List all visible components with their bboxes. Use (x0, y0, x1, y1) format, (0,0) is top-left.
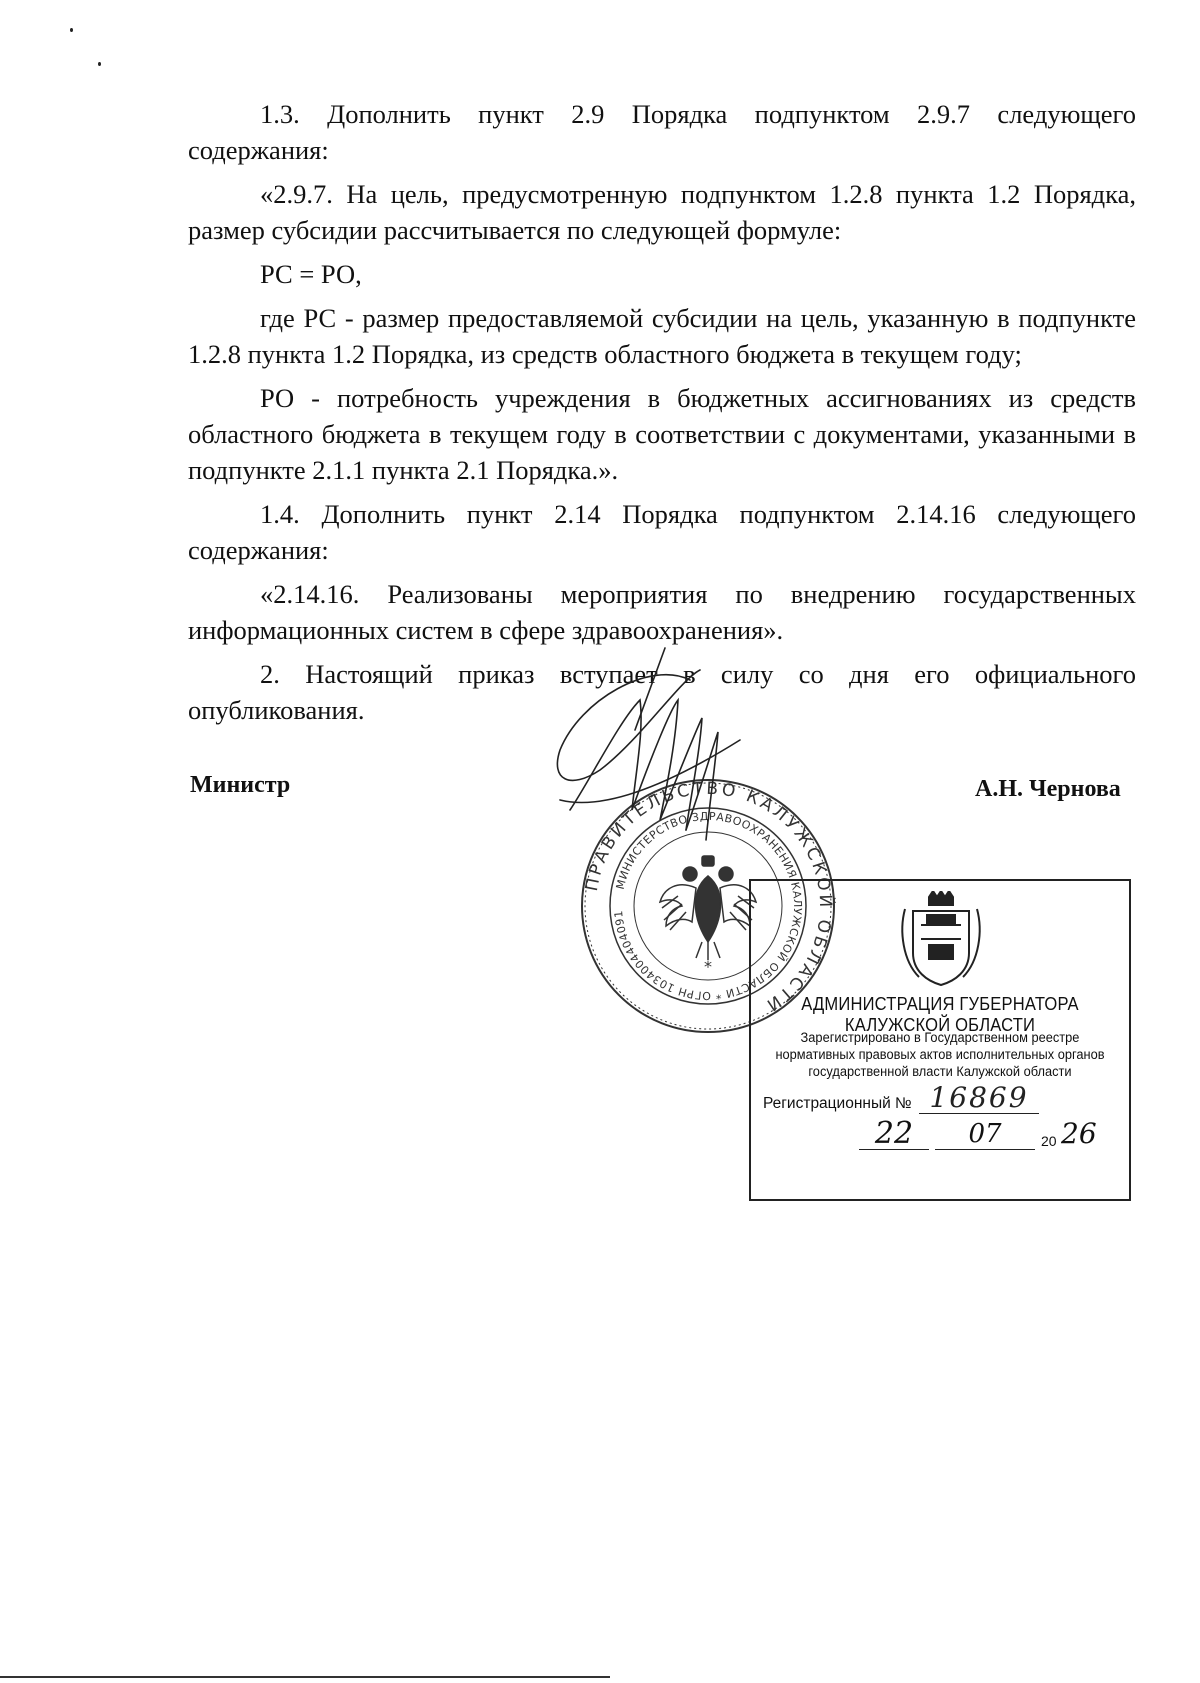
stamp-date-month: 07 (935, 1119, 1035, 1150)
paragraph-1-4: 1.4. Дополнить пункт 2.14 Порядка подпунктом 2.14.16 следующего содержания: (188, 499, 1136, 565)
stamp-reg-number-label: Регистрационный № (763, 1095, 912, 1112)
registration-stamp (749, 879, 1131, 1201)
svg-text:МИНИСТЕРСТВО ЗДРАВООХРАНЕНИЯ К: МИНИСТЕРСТВО ЗДРАВООХРАНЕНИЯ КАЛУЖСКОЙ ОБЛАСТИ * ОГРН 1034004404091 (612, 809, 805, 1003)
stamp-reg-number: 16869 (919, 1083, 1039, 1114)
paragraph-2-effective: 2. Настоящий приказ вступает в силу со дня его официального опубликования. (188, 659, 1136, 725)
signatory-position: Министр (190, 772, 291, 798)
kaluga-coat-of-arms-icon (899, 891, 983, 987)
stamp-date-year: 26 (1061, 1117, 1097, 1150)
paragraph-2-9-7: «2.9.7. На цель, предусмотренную подпунктом 1.2.8 пункта 1.2 Порядка, размер субсидии рассчитывается по следующей формуле: (188, 179, 1136, 245)
paragraph-2-14-16: «2.14.16. Реализованы мероприятия по внедрению государственных информационных систем в сфере здравоохранения». (188, 579, 1136, 645)
handwritten-signature-icon (540, 640, 780, 860)
svg-text:ПРАВИТЕЛЬСТВО КАЛУЖСКОЙ ОБЛАСТ: ПРАВИТЕЛЬСТВО КАЛУЖСКОЙ ОБЛАСТИ (581, 778, 836, 1017)
svg-text:*: * (704, 957, 712, 976)
stamp-registration-statement: Зарегистрировано в Государственном реестре нормативных правовых актов исполнительных органов государственной власти Калужской области (775, 1030, 1105, 1079)
bottom-divider (0, 1676, 610, 1678)
scan-speck (70, 28, 73, 32)
formula-line: РС = РО, (260, 259, 362, 289)
formula-rs-definition: где РС - размер предоставляемой субсидии на цель, указанную в подпункте 1.2.8 пункта 1.2 Порядка, из средств областного бюджета в текущем году; (188, 303, 1136, 369)
paragraph-1-3: 1.3. Дополнить пункт 2.9 Порядка подпунктом 2.9.7 следующего содержания: (188, 99, 1136, 165)
stamp-organization: АДМИНИСТРАЦИЯ ГУБЕРНАТОРА КАЛУЖСКОЙ ОБЛАСТИ (801, 994, 1079, 1035)
scan-speck (98, 62, 101, 66)
formula-ro-definition: РО - потребность учреждения в бюджетных ассигнованиях из средств областного бюджета в текущем году в соответствии с документами, указанными в подпункте 2.1.1 пункта 2.1 Порядка.». (188, 383, 1136, 485)
stamp-date-year-prefix: 20 (1041, 1133, 1057, 1149)
stamp-date-day: 22 (859, 1119, 929, 1150)
signatory-name: А.Н. Чернова (975, 776, 1121, 802)
